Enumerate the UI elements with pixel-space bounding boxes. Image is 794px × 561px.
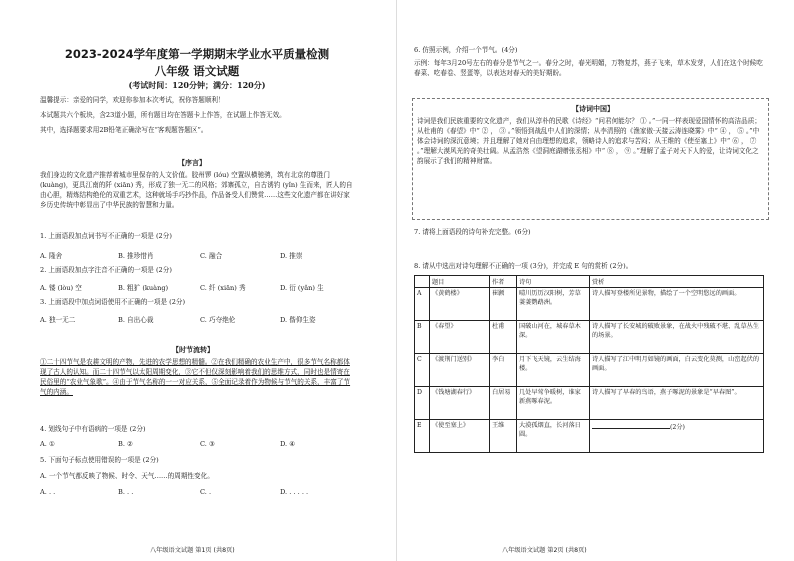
section-heading-poetry: 【诗词中国】 bbox=[572, 104, 614, 113]
q1-option-c: C. 融合 bbox=[200, 252, 223, 260]
q5-option-b: B. . . bbox=[118, 488, 134, 496]
row-note: 诗人描写登楼所见景物，描绘了一个空明悠远的画面。 bbox=[590, 288, 764, 321]
q5-sentence: A. 一个节气都反映了物候、时令、天气……的周期性变化。 bbox=[40, 472, 214, 480]
exam-subtitle: 八年级 语文试题 bbox=[154, 64, 240, 78]
row-line: 大漠孤烟直，长河落日圆。 bbox=[517, 420, 590, 453]
row-note: 诗人描写了早春的鸟语，燕子啄泥的景象是“早春图”。 bbox=[590, 387, 764, 420]
exam-meta: (考试时间：120分钟；满分：120分) bbox=[128, 80, 266, 90]
q3-option-a: A. 独一无二 bbox=[40, 316, 76, 324]
row-note: 诗人描写了长安城的破败景象，在战火中残破不堪、乱草丛生的场景。 bbox=[590, 321, 764, 354]
row-title: 《黄鹤楼》 bbox=[430, 288, 490, 321]
question-4: 4. 划线句子中有语病的一项是 (2分) bbox=[40, 425, 146, 433]
row-title: 《春望》 bbox=[430, 321, 490, 354]
row-key: D bbox=[415, 387, 430, 420]
question-3: 3. 上面语段中加点词语使用不正确的一项是 (2分) bbox=[40, 298, 186, 306]
page-footer-2: 八年级语文试题 第2页 (共8页) bbox=[502, 547, 587, 554]
row-line: 月下飞天镜，云生结海楼。 bbox=[517, 354, 590, 387]
page-footer-1: 八年级语文试题 第1页 (共8页) bbox=[150, 547, 235, 554]
q1-option-a: A. 隆舍 bbox=[40, 252, 63, 260]
q4-option-d: D. ④ bbox=[280, 440, 296, 448]
row-key: A bbox=[415, 288, 430, 321]
question-2: 2. 上面语段加点字注音不正确的一项是 (2分) bbox=[40, 266, 172, 274]
row-author: 李白 bbox=[490, 354, 517, 387]
row-author: 王维 bbox=[490, 420, 517, 453]
answer-blank[interactable] bbox=[592, 421, 670, 429]
question-5: 5. 下面句子标点使用错误的一项是 (2分) bbox=[40, 456, 159, 464]
table-row bbox=[415, 387, 764, 420]
passage-poetry: 诗词是我们民族重要的文化遗产，我们从淳朴的民歌《诗经》“问君何能尔？ ① 。”一同一样表现爱国情怀的高洁品质；从杜甫的《春望》中“ ② ， ③ 。”领悟到战乱中人们的深情；从李清照的《渔家傲·天接云涛连晓雾》中“ ④ ， ⑤ 。”中体会诗词的深沉意境；并且理解了她对自由理想的追求，领略诗人的追求与苦闷；从王维的《使至塞上》中“ ⑥ ， ⑦ 。”理解大漠风光的奇美壮阔。从孟浩然《望洞庭湖赠张丞相》中“ ⑧ ， ⑨ 。”理解了孟子对天下人的爱，让诗词文化之韵展示了我们的精神财富。 bbox=[417, 117, 761, 165]
row-key: C bbox=[415, 354, 430, 387]
q3-option-d: D. 偕仰生姿 bbox=[280, 316, 316, 324]
table-header-note: 赏析 bbox=[590, 276, 764, 288]
row-line: 几处早莺争暖树，谁家新燕啄春泥。 bbox=[517, 387, 590, 420]
blank-score: (2分) bbox=[670, 424, 685, 431]
q5-option-c: C. . bbox=[200, 488, 212, 496]
section-heading-seasons: 【时节流转】 bbox=[172, 345, 214, 354]
table-row bbox=[415, 420, 764, 453]
row-line: 国破山河在，城春草木深。 bbox=[517, 321, 590, 354]
table-header-author: 作者 bbox=[490, 276, 517, 288]
q3-option-b: B. 自出心裁 bbox=[118, 316, 154, 324]
table-row bbox=[415, 354, 764, 387]
passage-preface: 我们身边的文化遗产推荐着城市里保存的人文价值。胶州锣 (lóu) 空置纵横驰骋，筑有北京的尊胜门 (kuàng)，更具江南的阡 (xiān) 秀，形成了独一无二的风格；郊寨孤立，自古诱钓 (yǐn) 生而来，匠人的自由心胆，精炼结构绝伦的双重艺术，这种就场手巧抄作品，作品备受人们赞赏……这些文化遗产都在讲好家乡历史传统中彰显出了中华民族的智慧和力量。 bbox=[40, 171, 353, 209]
row-key: E bbox=[415, 420, 430, 453]
q1-option-d: D. 推崇 bbox=[280, 252, 303, 260]
q4-option-a: A. ① bbox=[40, 440, 55, 448]
question-1: 1. 上面语段加点词书写不正确的一项是 (2分) bbox=[40, 232, 172, 240]
q2-option-a: A. 镂 (lòu) 空 bbox=[40, 284, 82, 292]
row-title: 《使至塞上》 bbox=[430, 420, 490, 453]
poetry-table bbox=[414, 275, 764, 453]
q4-option-b: B. ② bbox=[118, 440, 133, 448]
row-author: 杜甫 bbox=[490, 321, 517, 354]
q2-option-d: D. 衍 (yǎn) 生 bbox=[280, 284, 324, 292]
table-header-row bbox=[415, 276, 764, 288]
exam-title: 2023-2024学年度第一学期期末学业水平质量检测 bbox=[64, 47, 330, 61]
greeting: 温馨提示：亲爱的同学，欢迎你参加本次考试，祝你答题顺利！ bbox=[40, 96, 225, 104]
row-note-blank[interactable] bbox=[590, 420, 764, 453]
q3-option-c: C. 巧夺绝伦 bbox=[200, 316, 236, 324]
question-6: 6. 仿照示例，介绍一个节气。(4分) bbox=[414, 46, 518, 54]
instruction-1: 本试题共六个板块，含23道小题，所有题目均在答题卡上作答，在试题上作答无效。 bbox=[40, 111, 286, 119]
q5-option-a: A. . . bbox=[40, 488, 56, 496]
table-header-key bbox=[415, 276, 430, 288]
table-header-title: 题目 bbox=[430, 276, 490, 288]
row-title: 《钱塘湖春行》 bbox=[430, 387, 490, 420]
table-header-line: 诗句 bbox=[517, 276, 590, 288]
q6-example: 示例：每年3月20号左右的春分是节气之一。春分之时，春光明媚，万物复苏，燕子飞来，草木发芽，人们在这个时候吃春菜、吃春卷、竖蛋等，以表达对春天的美好期盼。 bbox=[414, 59, 763, 77]
q4-option-c: C. ③ bbox=[200, 440, 215, 448]
row-author: 崔颢 bbox=[490, 288, 517, 321]
row-note: 诗人描写了江中明月如镜的画面，白云变化莫测，山峦起伏的画面。 bbox=[590, 354, 764, 387]
q2-option-b: B. 粗犷 (kuàng) bbox=[118, 284, 169, 292]
row-line: 晴川历历汉阳树，芳草萋萋鹦鹉洲。 bbox=[517, 288, 590, 321]
row-key: B bbox=[415, 321, 430, 354]
question-7: 7. 请将上面语段的诗句补充完整。(6分) bbox=[414, 228, 531, 236]
row-author: 白居易 bbox=[490, 387, 517, 420]
q5-option-d: D. . . . . . bbox=[280, 488, 309, 496]
question-8: 8. 请从中选出对诗句理解不正确的一项 (3分)，并完成 E 句的赏析 (2分)。 bbox=[414, 262, 633, 270]
passage-seasons: ①二十四节气是农耕文明的产物，先进的农学思想的精髓。②在我们精确的农业生产中，很多节气名称都体现了古人的认知。而二十四节气以太阳周期变化，③它不但仅深刻影响着我们的思维方式，同时也是情寄在民俗里的“农业气象歌”。④由于节气名称的一一对应关系，⑤全面记录着作为物候与节气的关系，丰富了节气的内涵。 bbox=[40, 358, 351, 396]
instruction-2: 其中，选择题要求用2B铅笔正确涂写在“客观题答题区”。 bbox=[40, 126, 208, 134]
row-title: 《渡荆门送别》 bbox=[430, 354, 490, 387]
q2-option-c: C. 纤 (xiān) 秀 bbox=[200, 284, 246, 292]
table-row bbox=[415, 288, 764, 321]
q1-option-b: B. 推珍惜肖 bbox=[118, 252, 154, 260]
table-row bbox=[415, 321, 764, 354]
section-heading-preface: 【序言】 bbox=[178, 158, 206, 167]
